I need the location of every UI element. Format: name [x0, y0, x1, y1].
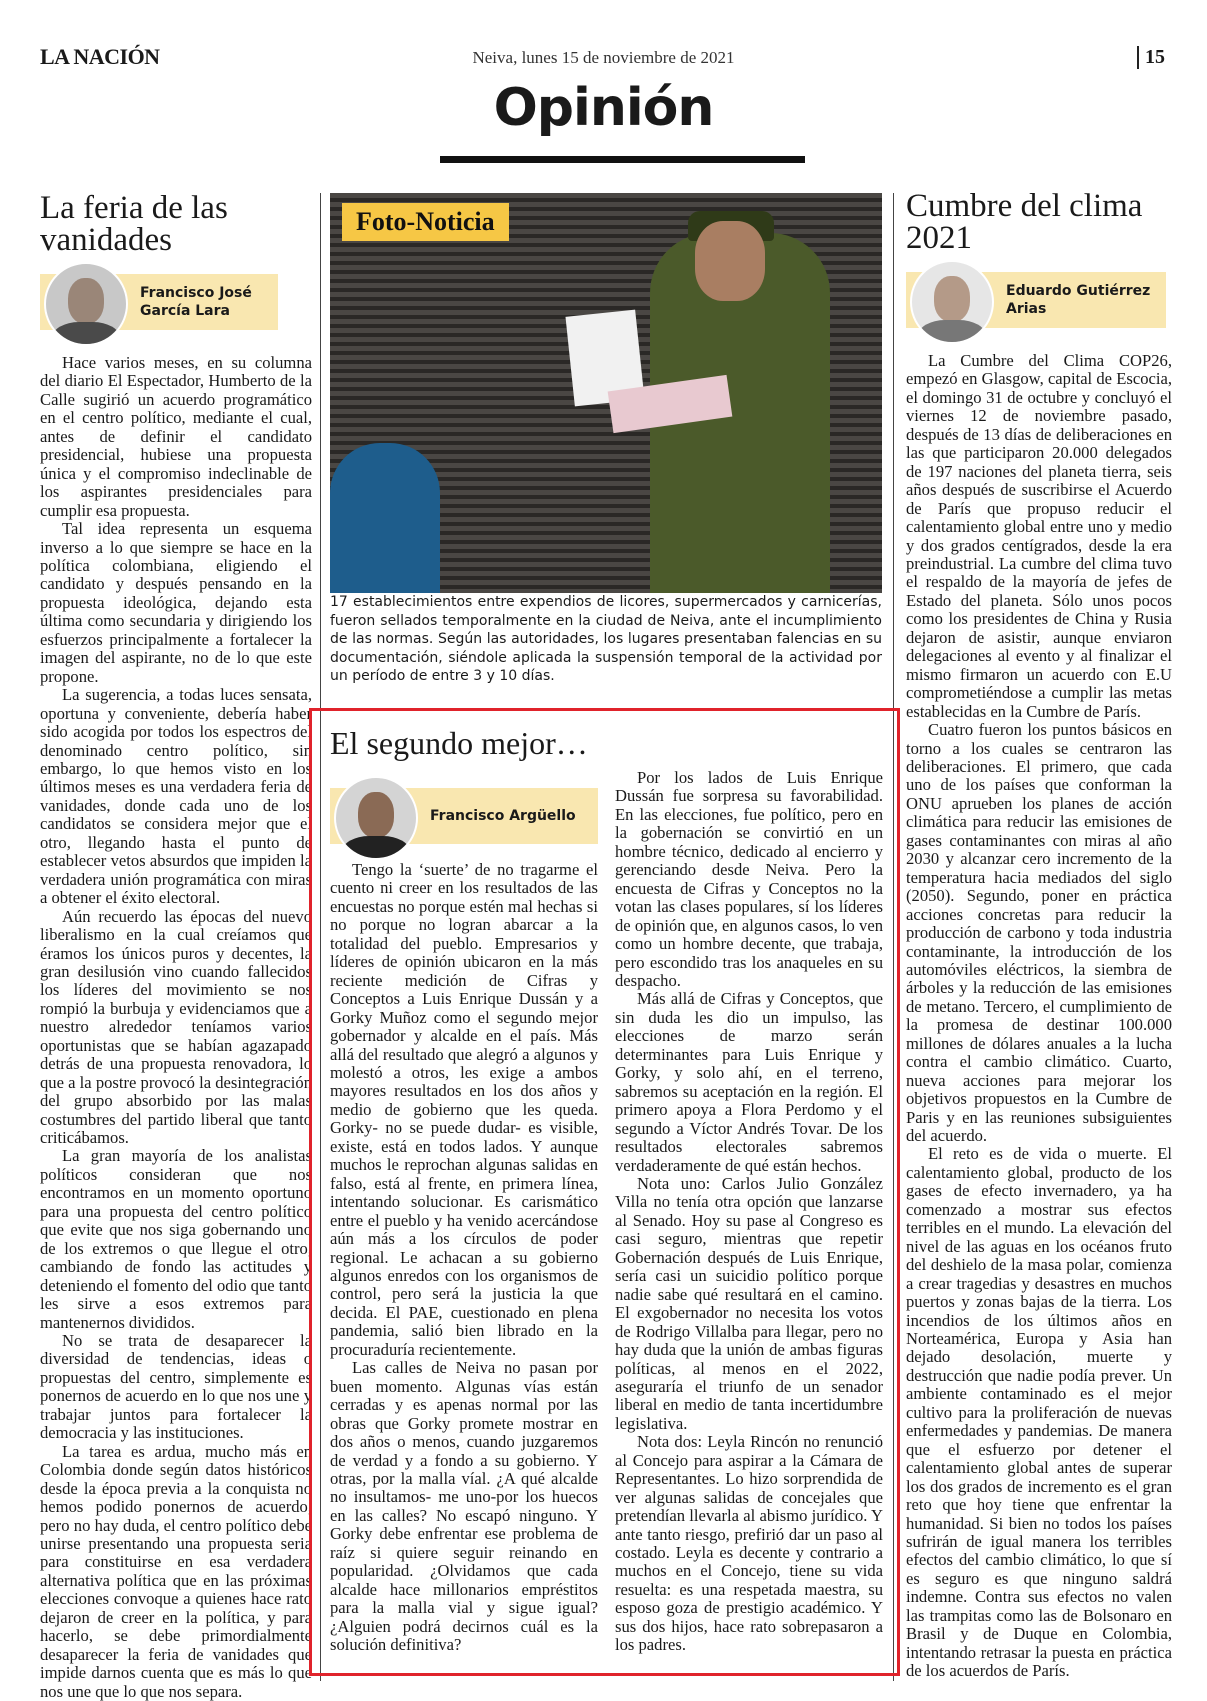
paragraph: Aún recuerdo las épocas del nuevo liberalismo en la cual creíamos que éramos los únicos puros y decentes, la gran desilusión vino cuando fallecidos los líderes del movimiento se nos rompió la burbuja y evidenciamos que a nuestro alrededor teníamos varios oportunistas que se habían agazapado detrás de una propuesta renovadora, lo que a la postre provocó la desintegración del grupo absorbido por las malas costumbres del partido liberal que tanto criticábamos.: [40, 906, 312, 1148]
right-article: [906, 190, 1172, 1681]
news-photo: [330, 193, 882, 593]
photo-news-tag: Foto-Noticia: [342, 203, 509, 241]
article-title: El segundo mejor…: [330, 725, 588, 761]
paragraph: Más allá de Cifras y Conceptos, que sin duda les dio un impulso, las elecciones de marzo serán determinantes para Luis Enrique y Gorky, y solo ahí, en el terreno, sabremos su aceptación en la región. El primero apoya a Flora Perdomo y el segundo a Víctor Andrés Tovar. De los resultados electorales sabremos verdaderamente de qué están hechos.: [615, 989, 883, 1175]
newspaper-logo: LA NACIÓN: [40, 44, 160, 69]
paragraph: El reto es de vida o muerte. El calentamiento global, producto de los gases de efecto invernadero, ya ha comenzado a mostrar sus efectos terribles en el mundo. La elevación del nivel de las aguas en los océanos fruto del deshielo de la masa polar, comienza a crear tragedias y desastres en muchos puertos y zonas bajas de la tierra. Los incendios de los últimos años en Norteamérica, Europa y Asia han dejado desolación, muerte y destrucción que nadie podía prever. Un ambiente contaminado es el mejor cultivo para la proliferación de nuevas enfermedades y pandemias. De manera que el esfuerzo por detener el calentamiento global antes de superar los dos grados de incremento es el gran reto que hoy tiene que enfrentar la humanidad. Si bien no todos los países sufrirán de igual manera los terribles efectos del cambio climático, lo que sí es seguro es que ninguno saldrá indemne. Contra sus efectos no valen las trampitas como las de Bolsonaro en Brasil y de Duque en Colombia, intentando retrasar la puesta en práctica de los acuerdos de París.: [906, 1144, 1172, 1681]
paragraph: Nota uno: Carlos Julio González Villa no tenía otra opción que lanzarse al Senado. Hoy su pase al Congreso es casi seguro, mientras que repetir Gobernación después de Luis Enrique, sería casi un suicidio político porque nadie sabe qué resultará en el camino. El exgobernador no necesita los votos de Rodrigo Villalba para llegar, pero no hay duda que la unión de ambas figuras políticas, al menos en el 2022, aseguraría el triunfo de un senador liberal en medio de tanta incertidumbre legislativa.: [615, 1173, 883, 1433]
paragraph: Las calles de Neiva no pasan por buen momento. Algunas vías están cerradas y es apenas normal por las obras que Gorky promete mostrar en dos años o menos, cuando juzgaremos de verdad y a fondo a su gobierno. Y otras, por la malla víal. ¿A qué alcalde no insultamos- me uno-por los huecos en las calles? No escapó ninguno. Y Gorky debe enfrentar ese problema de raíz si quiere seguir reinando en popularidad. ¿Olvidamos que cada alcalde hace millonarios empréstitos para la malla vial y sigue igual? ¿Alguien podrá decirnos cuál es la solución definitiva?: [330, 1358, 598, 1655]
page-number: 15: [1137, 46, 1165, 69]
paragraph: No se trata de desaparecer la diversidad de tendencias, ideas o propuestas del centro, simplemente es ponernos de acuerdo en lo que nos une y trabajar juntos para fortalecer la democracia y las instituciones.: [40, 1331, 312, 1443]
paragraph: Nota dos: Leyla Rincón no renunció al Concejo para aspirar a la Cámara de Representantes. Lo hizo sorprendida de ver algunas salidas de concejales que pretendían llevarla al abismo jurídico. Y ante tanto riesgo, prefirió dar un paso al costado. Leyla es decente y contrario a muchos en el Concejo, tiene su vida resuelta: es una respetada maestra, su esposo goza de prestigio académico. Y sus dos hijos, hace rato sobrepasaron a los padres.: [615, 1432, 883, 1655]
section-title: Opinión: [493, 78, 714, 138]
article-title: La feria de las vanidades: [40, 190, 228, 258]
author-name: Eduardo Gutiérrez Arias: [1006, 283, 1151, 317]
article-body-col1: [330, 861, 598, 1654]
article-title: Cumbre del clima 2021: [906, 188, 1143, 256]
author-byline: [330, 788, 598, 844]
paragraph: La gran mayoría de los analistas políticos consideran que nos encontramos en un momento oportuno para una propuesta del centro político que evite que nos siga gobernando uno de los extremos o que llegue el otro, cambiando de fondo las actitudes y deteniendo el fomento del odio que tanto les sirve a esos extremos para mantenernos divididos.: [40, 1146, 312, 1332]
paragraph: La Cumbre del Clima COP26, empezó en Glasgow, capital de Escocia, el domingo 31 de octubre y concluyó el viernes 12 de noviembre pasado, después de 13 días de deliberaciones en las que participaron 20.000 delegados de 197 naciones del planeta tierra, seis años después de suscribirse el Acuerdo de París que propuso reducir el calentamiento global entre uno y medio y dos grados centígrados, desde la era preindustrial. La cumbre del clima tuvo el respaldo de la mayoría de jefes de Estado del planeta. Sólo unos pocos como los presidentes de China y Rusia dejaron de asistir, aunque enviaron delegaciones al evento y al finalizar el mismo firmaron un acuerdo con E.U comprometiéndose a cumplir las metas establecidas en la Cumbre de París.: [906, 351, 1172, 721]
author-name: Francisco Argüello: [430, 808, 576, 824]
author-byline: [40, 274, 278, 330]
article-body: [40, 354, 312, 1701]
paragraph: Tal idea representa un esquema inverso a lo que siempre se hace en la política colombiana, eligiendo el candidato y después pensando en la propuesta ideológica, dejando esta última como secundaria y dirigiendo los esfuerzos principalmente a fortalecer la imagen del aspirante, no de lo que este propone.: [40, 519, 312, 686]
author-photo: [334, 776, 418, 860]
issue-date: Neiva, lunes 15 de noviembre de 2021: [472, 48, 735, 67]
author-name: Francisco José García Lara: [140, 285, 252, 319]
paragraph: Tengo la ‘suerte’ de no tragarme el cuento ni creer en los resultados de las encuestas no porque estén mal hechas si no porque no logran abarcar a la totalidad del pueblo. Empresarios y líderes de opinión ubicaron en la más reciente medición de Cifras y Conceptos a Luis Enrique Dussán y a Gorky Muñoz como el segundo mejor gobernador y alcalde en el país. Más allá del resultado que alegró a algunos y molestó a otros, les exige a ambos mayores resultados en los dos años y medio de gobierno que les queda. Gorky- no se puede dudar- es visible, existe, está en todos lados. Y aunque muchos le reprochan algunas salidas en falso, está al frente, en primera línea, intentando solucionar. Es carismático entre el pueblo y ha venido acercándose aún más a los círculos de poder regional. Le achacan a su gobierno algunos enredos con los organismos de control, pero será la justicia la que decida. El PAE, cuestionado en plena pandemia, salió bien librado en la procuraduría recientemente.: [330, 860, 598, 1359]
author-byline: [906, 272, 1166, 328]
photo-caption: 17 establecimientos entre expendios de licores, supermercados y carnicerías, fueron sellados temporalmente en la ciudad de Neiva, ante el incumplimiento de las normas. Según las autoridades, los lugares presentaban falencias en su documentación, siéndole aplicada la suspensión temporal de la actividad por un período de entre 3 y 10 días.: [330, 594, 882, 684]
paragraph: La sugerencia, a todas luces sensata, oportuna y conveniente, debería haber sido acogida por todos los espectros del denominado centro político, sin embargo, lo que hemos visto en los últimos meses es una verdadera feria de vanidades, donde cada uno de los candidatos se considera mejor que el otro, llegando hasta el punto de establecer vetos absurdos que impiden la verdadera unión programática con miras a obtener el éxito electoral.: [40, 685, 312, 908]
paragraph: Cuatro fueron los puntos básicos en torno a los cuales se centraron las deliberaciones. El primero, que cada uno de los países que conforman la ONU aprueben los planes de acción climática para reducir las emisiones de gases contaminantes con miras al año 2030 y alcanzar cero incremento de la temperatura hacia mediados del siglo (2050). Segundo, poner en práctica acciones concretas para reducir la producción de carbono y toda industria contaminante, la introducción de los automóviles eléctricos, la siembra de árboles y la reducción de las emisiones de metano. Tercero, el cumplimiento de la promesa de destinar 100.000 millones de dólares anuales a la lucha contra el cambio climático. Cuarto, nueva acciones para mejorar los objetivos propuestos en la Cumbre de Paris y en las reuniones subsiguientes del acuerdo.: [906, 720, 1172, 1146]
article-body-col2: [615, 769, 883, 1655]
worker-figure: [330, 443, 440, 593]
paragraph: Hace varios meses, en su columna del diario El Espectador, Humberto de la Calle sugirió un acuerdo programático en el centro político, mediante el cual, antes de definir el candidato presidencial, hubiese una propuesta única y el compromiso indeclinable de los aspirantes presidenciales para cumplir esa propuesta.: [40, 353, 312, 520]
officer-head: [695, 221, 765, 301]
left-article: [40, 192, 312, 1701]
article-body: [906, 352, 1172, 1681]
author-photo: [44, 262, 128, 346]
paragraph: La tarea es ardua, mucho más en Colombia donde según datos históricos desde la época previa a la conquista no hemos podido ponernos de acuerdo, pero no hay duda, el centro político debe unirse presentando una propuesta seria para constituirse en esa verdadera alternativa política que en las próximas elecciones convoque a quienes hace rato dejaron de creer en la política, y para hacerlo, se debe primordialmente desaparecer la feria de vanidades que impide darnos cuenta que es más lo que nos une que lo que nos separa.: [40, 1441, 312, 1701]
paragraph: Por los lados de Luis Enrique Dussán fue sorpresa su favorabilidad. En las elecciones, fue político, pero en la gobernación se convirtió en un hombre técnico, dedicado al encierro y gerenciando desde Neiva. Pero la encuesta de Cifras y Conceptos no la votan las clases populares, sí los líderes de opinión que, en algunos casos, lo ven como un hombre decente, que trabaja, pero escondido tras los anaqueles en su despacho.: [615, 768, 883, 990]
section-rule: [440, 156, 805, 163]
author-photo: [910, 260, 994, 344]
